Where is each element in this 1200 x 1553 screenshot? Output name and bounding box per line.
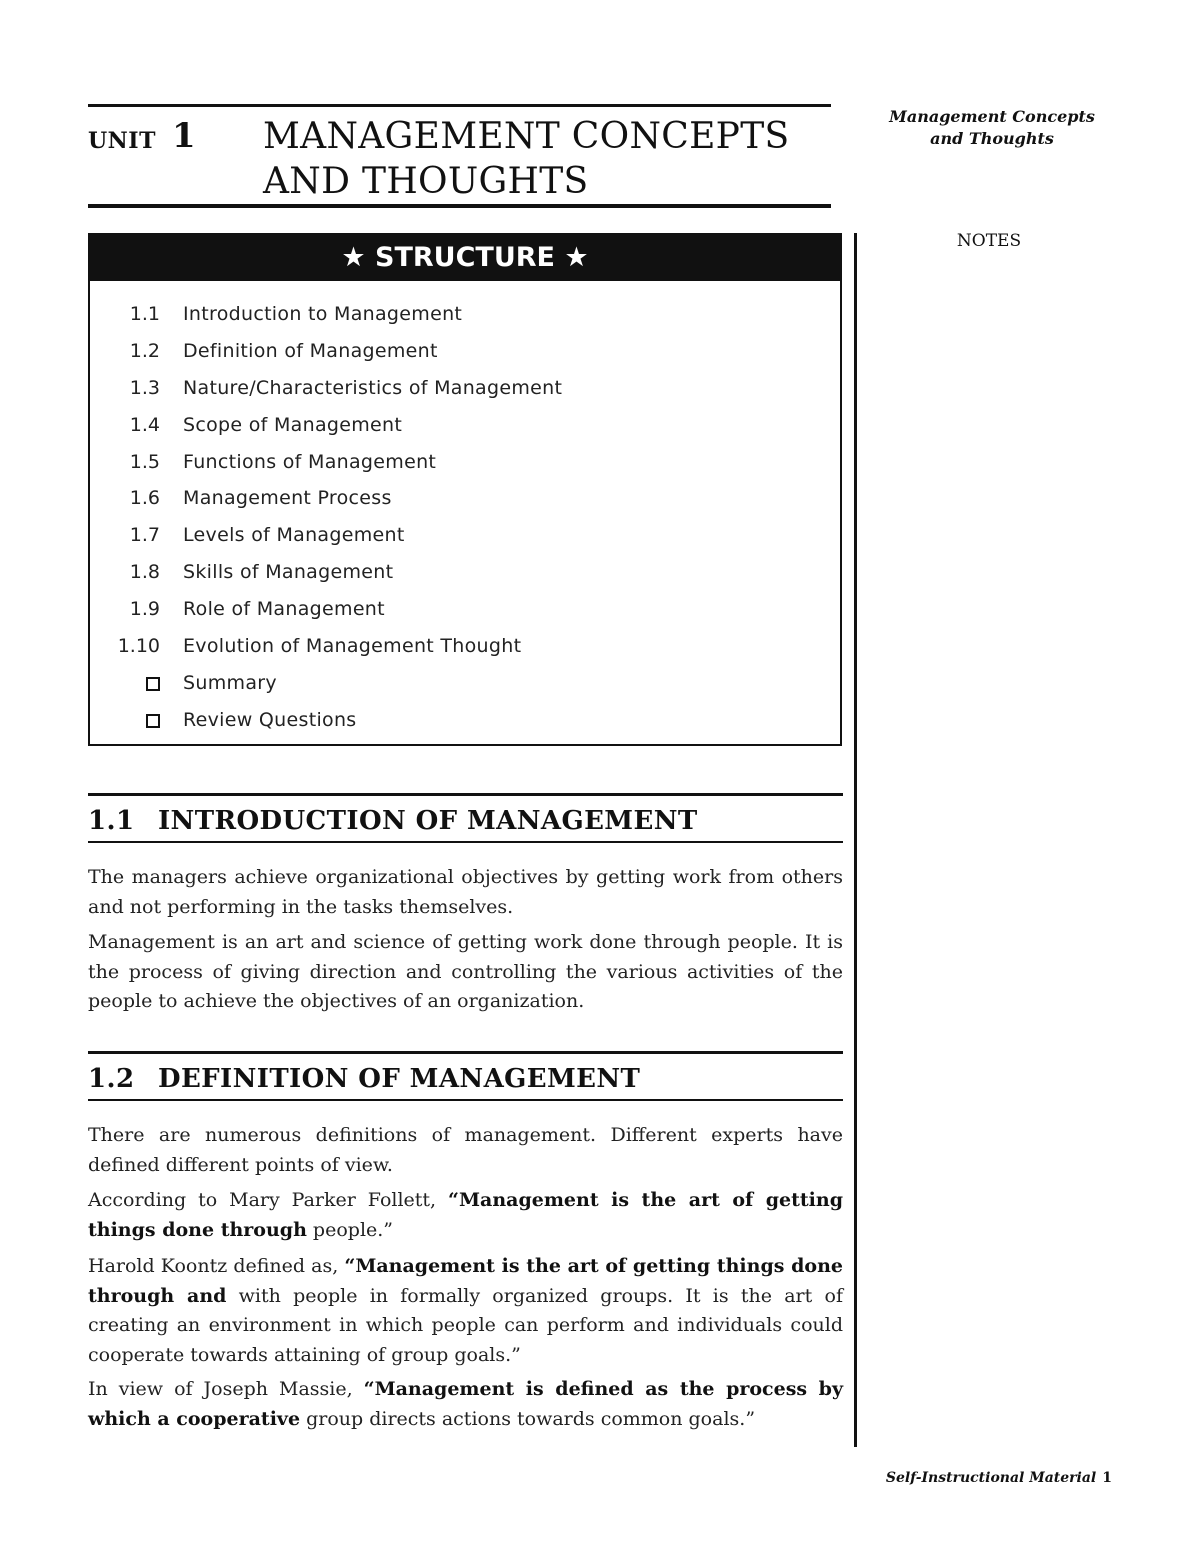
item-number: 1.4 (129, 413, 160, 436)
list-item (90, 702, 840, 739)
paragraph: There are numerous definitions of management. Different experts have defined different points of view. (88, 1124, 843, 1176)
checkbox-bullet-icon (146, 677, 160, 691)
section-bottom-rule (88, 841, 843, 843)
item-number: 1.10 (117, 635, 160, 658)
item-number: 1.7 (129, 524, 160, 547)
item-text: Introduction to Management (183, 303, 463, 325)
unit-title-line-2: AND THOUGHTS (263, 161, 589, 202)
quote-paragraph (88, 1375, 843, 1434)
item-text: Skills of Management (183, 561, 394, 584)
section-title: INTRODUCTION OF MANAGEMENT (158, 806, 698, 836)
unit-label: UNIT (88, 128, 156, 154)
running-title-line-2: and Thoughts (930, 129, 1054, 148)
list-item (90, 333, 840, 370)
page-number: 1 (1102, 1470, 1112, 1486)
title-bottom-rule (88, 204, 831, 208)
paragraph: The managers achieve organizational objectives by getting work from others and not performing in the tasks themselves. (88, 866, 843, 918)
item-text: Functions of Management (183, 450, 437, 473)
unit-number: 1 (172, 116, 196, 156)
section-top-rule (88, 793, 843, 796)
item-number: 1.8 (129, 561, 160, 584)
section-heading (88, 1064, 640, 1094)
list-item (90, 407, 840, 444)
quote-rest: with people in formally organized groups. It is the art of creating an environment in which people can perform and individuals could cooperate towards attaining of group goals.” (88, 1284, 843, 1367)
item-text: Nature/Characteristics of Management (183, 376, 563, 399)
item-number: 1.2 (129, 339, 160, 362)
section-bottom-rule (88, 1099, 843, 1101)
item-text: Evolution of Management Thought (183, 635, 522, 658)
list-item (90, 591, 840, 628)
item-number: 1.9 (129, 598, 160, 621)
list-item (90, 480, 840, 517)
footer-label: Self-Instructional Material (885, 1470, 1097, 1486)
list-item (90, 665, 840, 702)
list-item (90, 628, 840, 665)
item-number: 1.5 (129, 450, 160, 473)
running-title-line-1: Management Concepts (889, 107, 1095, 126)
item-text: Definition of Management (183, 339, 438, 362)
notes-label: NOTES (956, 231, 1022, 251)
item-text: Role of Management (183, 598, 385, 621)
item-text: Levels of Management (183, 524, 405, 547)
structure-box (88, 233, 842, 746)
list-item (90, 517, 840, 554)
running-title (872, 106, 1112, 150)
item-text: Scope of Management (183, 413, 403, 436)
quote-rest: people.” (306, 1218, 394, 1241)
margin-divider (854, 233, 857, 1447)
page-footer (880, 1470, 1112, 1486)
quote-intro: Harold Koontz defined as, (88, 1255, 345, 1277)
section-heading (88, 806, 698, 836)
list-item (90, 444, 840, 481)
quote-bold: “Management is the art of getting things done through (88, 1189, 843, 1241)
quote-intro: In view of Joseph Massie, (88, 1378, 364, 1400)
quote-intro: According to Mary Parker Follett, (88, 1189, 449, 1211)
list-item (90, 370, 840, 407)
section-number: 1.2 (88, 1064, 135, 1094)
quote-rest: group directs actions towards common goals.” (300, 1407, 756, 1430)
unit-title-line-1: MANAGEMENT CONCEPTS (263, 116, 790, 157)
item-text: Summary (183, 671, 277, 694)
quote-paragraph (88, 1252, 843, 1371)
item-number: 1.3 (129, 376, 160, 399)
title-top-rule (88, 104, 831, 107)
checkbox-bullet-icon (146, 714, 160, 728)
section-number: 1.1 (88, 806, 135, 836)
quote-paragraph (88, 1186, 843, 1245)
structure-list (90, 296, 840, 739)
section-top-rule (88, 1051, 843, 1054)
quote-bold: “Management is defined as the process by which a cooperative (88, 1378, 844, 1430)
item-number: 1.1 (129, 303, 160, 325)
quote-bold: “Management is the art of getting things done through and (88, 1255, 843, 1307)
item-text: Review Questions (183, 708, 357, 731)
structure-heading: ★ STRUCTURE ★ (90, 235, 840, 281)
list-item (90, 554, 840, 591)
item-number: 1.6 (129, 487, 160, 510)
unit-title (263, 114, 789, 204)
section-title: DEFINITION OF MANAGEMENT (158, 1064, 641, 1094)
item-text: Management Process (183, 487, 392, 510)
paragraph: Management is an art and science of getting work done through people. It is the process of giving direction and controlling the various activities of the people to achieve the objectives of an organization. (88, 931, 843, 1013)
list-item (90, 296, 840, 333)
